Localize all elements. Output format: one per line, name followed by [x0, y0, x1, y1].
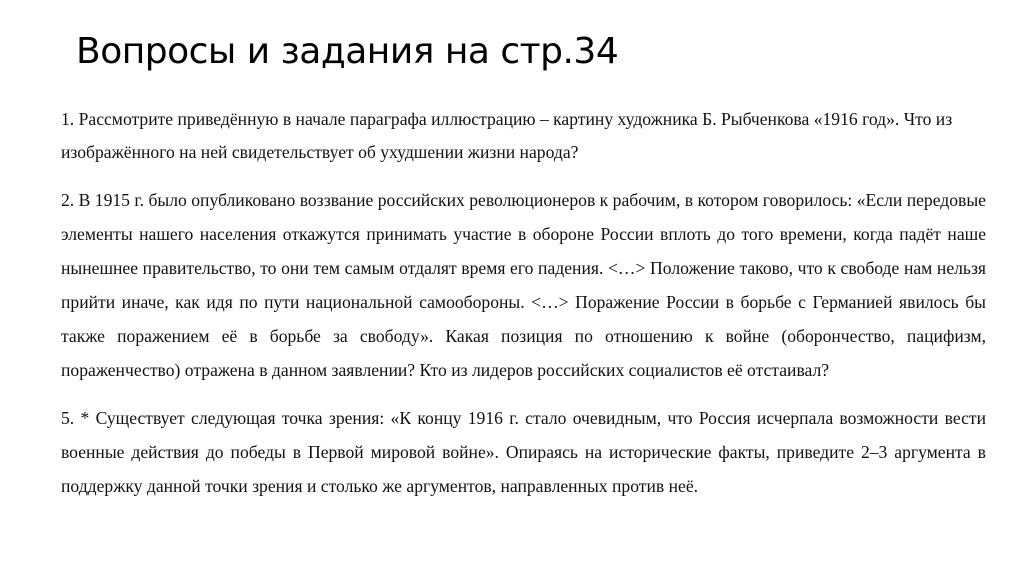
question-2: 2. В 1915 г. было опубликовано воззвание российских революционеров к рабочим, в котором говорилось: «Если передовые элементы нашего населения откажутся принимать участие в обороне России вплоть до того времени, когда падёт наше нынешнее правительство, то они тем самым отдалят время его падения. <…> Положение таково, что к свободе нам нельзя прийти иначе, как идя по пути национальной самообороны. <…> Поражение России в борьбе с Германией явилось бы также поражением её в борьбе за свободу». Какая позиция по отношению к войне (оборончество, пацифизм, пораженчество) отражена в данном заявлении? Кто из лидеров российских социалистов её отстаивал? [61, 190, 986, 380]
questions-body [61, 103, 986, 517]
question-1: 1. Рассмотрите приведённую в начале параграфа иллюстрацию – картину художника Б. Рыбченкова «1916 год». Что из изображённого на ней свидетельствует об ухудшении жизни народа? [61, 109, 953, 162]
slide-title: Вопросы и задания на стр.34 [76, 31, 619, 72]
question-5: 5. * Существует следующая точка зрения: «К концу 1916 г. стало очевидным, что Россия исчерпала возможности вести военные действия до победы в Первой мировой войне». Опираясь на исторические факты, приведите 2–3 аргумента в поддержку данной точки зрения и столько же аргументов, направленных против неё. [61, 408, 986, 496]
